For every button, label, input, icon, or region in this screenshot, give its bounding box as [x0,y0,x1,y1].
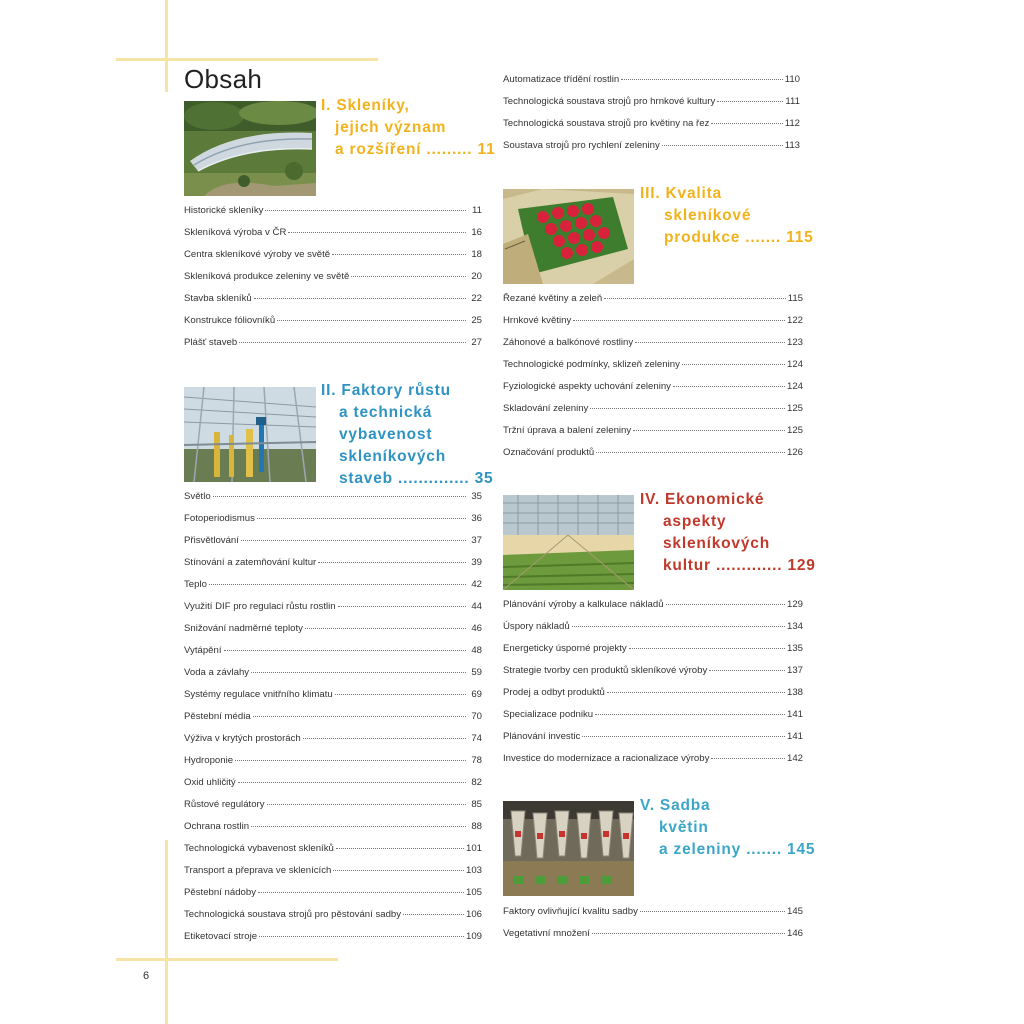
toc-entry[interactable] [503,359,803,381]
toc-entry-page: 22 [471,293,482,304]
toc-entry[interactable] [184,227,482,249]
chapter-5-heading [640,795,815,861]
toc-entry-title: Prodej a odbyt produktů [503,687,605,698]
leader-dots [239,342,466,343]
leader-dots [590,408,785,409]
chapter-5-toc [503,906,803,950]
leader-dots [332,254,466,255]
leader-dots [265,210,466,211]
toc-entry[interactable] [503,140,800,162]
toc-entry-title: Úspory nákladů [503,621,570,632]
toc-entry-page: 46 [471,623,482,634]
toc-entry-title: Automatizace třídění rostlin [503,74,620,85]
leader-dots [666,604,785,605]
toc-entry[interactable] [184,931,482,953]
leader-dots [259,936,464,937]
toc-entry[interactable] [503,731,803,753]
leader-dots [633,430,785,431]
chapter-3-line-2: skleníkové [664,207,752,224]
chapter-2-line-3: vybavenost [339,426,433,443]
chapter-2-line-4: skleníkových [339,448,446,465]
toc-entry-page: 141 [786,731,803,742]
chapter-4-heading [640,489,816,577]
leader-dots [267,804,466,805]
toc-entry-page: 11 [472,205,482,216]
toc-entry[interactable] [503,687,803,709]
leader-dots [318,562,466,563]
toc-entry-title: Stavba skleníků [184,293,252,304]
toc-entry[interactable] [184,777,482,799]
toc-entry[interactable] [184,865,482,887]
leader-dots [257,518,466,519]
toc-entry-page: 112 [784,118,800,129]
toc-entry[interactable] [184,337,482,359]
toc-entry[interactable] [184,249,482,271]
toc-entry-title: Plášť staveb [184,337,238,348]
chapter-4-toc [503,599,803,775]
toc-entry-page: 85 [471,799,482,810]
toc-entry-page: 44 [471,601,482,612]
toc-entry-title: Záhonové a balkónové rostliny [503,337,634,348]
leader-dots [251,826,466,827]
toc-entry-page: 135 [786,643,803,654]
leader-dots [573,320,785,321]
toc-entry-title: Voda a závlahy [184,667,250,678]
leader-dots [224,650,466,651]
toc-entry[interactable] [184,513,482,535]
toc-entry-title: Transport a přeprava ve sklenících [184,865,332,876]
toc-entry[interactable] [503,447,803,469]
leader-dots [335,694,466,695]
leader-dots [717,101,783,102]
toc-entry-page: 39 [471,557,482,568]
toc-entry[interactable] [184,799,482,821]
toc-entry-page: 70 [471,711,482,722]
chapter-4-line-3: skleníkových [663,535,770,552]
toc-entry[interactable] [503,621,803,643]
toc-entry[interactable] [184,887,482,909]
toc-entry-title: Historické skleníky [184,205,264,216]
toc-entry-page: 82 [471,777,482,788]
toc-entry[interactable] [503,643,803,665]
leader-dots [338,606,466,607]
toc-entry-title: Skladování zeleniny [503,403,589,414]
toc-entry-page: 125 [786,425,803,436]
toc-entry[interactable] [184,557,482,579]
toc-entry[interactable] [503,599,803,621]
toc-entry[interactable] [503,96,800,118]
chapter-4-line-2: aspekty [663,513,727,530]
page-title: Obsah [184,64,263,94]
toc-entry-title: Plánování výroby a kalkulace nákladů [503,599,664,610]
toc-entry-page: 74 [471,733,482,744]
chapter-2-heading [321,380,493,490]
leader-dots [711,758,785,759]
toc-entry-title: Skleníková výroba v ČR [184,227,287,238]
toc-entry-title: Fyziologické aspekty uchování zeleniny [503,381,671,392]
toc-entry[interactable] [184,821,482,843]
toc-entry-title: Skleníková produkce zeleniny ve světě [184,271,350,282]
chapter-5-line-3: a zeleniny ....... 145 [659,841,816,858]
chapter-2-line-1: II. Faktory růstu [321,382,451,399]
leader-dots [592,933,785,934]
toc-entry[interactable] [184,733,482,755]
leader-dots [305,628,466,629]
seeding-machine-photo [503,801,634,896]
guide-line-horizontal-top [116,58,378,61]
toc-entry-page: 101 [465,843,482,854]
toc-entry[interactable] [184,293,482,315]
leader-dots [640,911,785,912]
toc-entry-title: Hrnkové květiny [503,315,572,326]
toc-entry-page: 145 [786,906,803,917]
leader-dots [595,714,785,715]
toc-entry-title: Faktory ovlivňující kvalitu sadby [503,906,638,917]
toc-entry[interactable] [503,74,800,96]
toc-entry-page: 48 [471,645,482,656]
leader-dots [235,760,466,761]
greenhouse-interior-photo [184,387,316,482]
toc-entry-page: 142 [786,753,803,764]
toc-entry-title: Oxid uhličitý [184,777,236,788]
toc-entry-page: 18 [471,249,482,260]
leader-dots [582,736,785,737]
toc-entry-page: 109 [465,931,482,942]
leader-dots [303,738,466,739]
toc-entry-title: Snižování nadměrné teploty [184,623,303,634]
leader-dots [209,584,466,585]
greenhouse-aerial-photo [184,101,316,196]
toc-entry[interactable] [184,689,482,711]
toc-entry[interactable] [503,118,800,140]
guide-line-vertical [165,0,168,92]
toc-entry-title: Plánování investic [503,731,581,742]
leader-dots [629,648,785,649]
chapter-1-toc [184,205,482,359]
toc-entry-title: Technologické podmínky, sklizeň zeleniny [503,359,680,370]
toc-entry-page: 124 [786,381,803,392]
toc-entry-page: 88 [471,821,482,832]
toc-entry-page: 110 [784,74,800,85]
toc-entry-page: 122 [786,315,803,326]
chapter-3-line-1: III. Kvalita [640,185,722,202]
radishes-crate-photo [503,189,634,284]
toc-entry[interactable] [184,491,482,513]
toc-entry-page: 59 [471,667,482,678]
toc-entry-page: 126 [786,447,803,458]
guide-line-horizontal-bottom [116,958,338,961]
toc-entry[interactable] [184,623,482,645]
guide-line-vertical-bottom [165,840,168,1024]
toc-entry-title: Světlo [184,491,211,502]
leader-dots [213,496,466,497]
toc-entry-page: 111 [785,96,800,107]
toc-entry[interactable] [503,709,803,731]
toc-entry[interactable] [184,579,482,601]
chapter-4-line-1: IV. Ekonomické [640,491,765,508]
leader-dots [258,892,464,893]
toc-entry-title: Technologická soustava strojů pro květiny na řez [503,118,710,129]
toc-entry-title: Stínování a zatemňování kultur [184,557,317,568]
chapter-1-line-2: jejich význam [335,119,447,136]
toc-entry-title: Hydroponie [184,755,234,766]
toc-entry-page: 20 [471,271,482,282]
toc-entry[interactable] [184,315,482,337]
toc-entry-title: Investice do modernizace a racionalizace výroby [503,753,710,764]
leader-dots [604,298,786,299]
leader-dots [288,232,466,233]
page-number: 6 [143,970,150,982]
toc-entry-page: 69 [471,689,482,700]
leader-dots [277,320,466,321]
toc-entry-title: Energeticky úsporné projekty [503,643,627,654]
toc-entry-title: Růstové regulátory [184,799,265,810]
toc-entry-title: Centra skleníkové výroby ve světě [184,249,331,260]
leader-dots [572,626,785,627]
toc-entry-title: Řezané květiny a zeleň [503,293,603,304]
toc-entry[interactable] [503,665,803,687]
toc-entry-title: Vegetativní množení [503,928,590,939]
leader-dots [333,870,464,871]
toc-entry-page: 137 [786,665,803,676]
toc-entry-title: Přisvětlování [184,535,239,546]
toc-entry-title: Technologická soustava strojů pro pěstování sadby [184,909,402,920]
toc-entry[interactable] [184,909,482,931]
toc-entry[interactable] [184,711,482,733]
leader-dots [254,298,466,299]
leader-dots [336,848,464,849]
leader-dots [253,716,466,717]
toc-entry-page: 37 [471,535,482,546]
toc-entry[interactable] [503,425,803,447]
toc-entry-page: 141 [786,709,803,720]
toc-entry-page: 138 [786,687,803,698]
leader-dots [682,364,785,365]
toc-entry[interactable] [184,645,482,667]
leader-dots [607,692,785,693]
leader-dots [596,452,785,453]
toc-entry-page: 115 [787,293,803,304]
leader-dots [351,276,466,277]
leader-dots [711,123,782,124]
chapter-2-line-5: staveb .............. 35 [339,470,494,487]
toc-entry-title: Technologická vybavenost skleníků [184,843,334,854]
toc-entry-title: Ochrana rostlin [184,821,250,832]
leader-dots [673,386,785,387]
toc-entry-page: 113 [784,140,800,151]
toc-entry[interactable] [184,755,482,777]
leader-dots [241,540,466,541]
toc-entry-page: 103 [465,865,482,876]
toc-entry-title: Etiketovací stroje [184,931,258,942]
toc-entry[interactable] [184,271,482,293]
toc-entry[interactable] [503,337,803,359]
toc-entry-page: 27 [471,337,482,348]
toc-entry-page: 35 [471,491,482,502]
toc-entry-title: Vytápění [184,645,222,656]
chapter-3-heading [640,183,814,249]
toc-entry[interactable] [184,601,482,623]
toc-entry[interactable] [503,753,803,775]
leader-dots [251,672,466,673]
toc-entry-title: Tržní úprava a balení zeleniny [503,425,632,436]
toc-entry-page: 124 [786,359,803,370]
toc-entry[interactable] [184,843,482,865]
toc-entry-title: Pěstební média [184,711,251,722]
toc-entry-title: Strategie tvorby cen produktů skleníkové výroby [503,665,708,676]
toc-entry-page: 125 [786,403,803,414]
toc-entry-page: 78 [471,755,482,766]
toc-entry-title: Soustava strojů pro rychlení zeleniny [503,140,660,151]
toc-entry[interactable] [503,403,803,425]
toc-entry-title: Technologická soustava strojů pro hrnkové kultury [503,96,716,107]
leader-dots [662,145,783,146]
toc-entry-page: 134 [786,621,803,632]
chapter-5-line-2: květin [659,819,709,836]
toc-entry-title: Specializace podniku [503,709,594,720]
greenhouse-rows-photo [503,495,634,590]
chapter-2-toc [184,491,482,953]
chapter-1-line-3: a rozšíření ......... 11 [335,141,496,158]
toc-entry-title: Výživa v krytých prostorách [184,733,301,744]
toc-entry-page: 123 [786,337,803,348]
toc-entry-page: 25 [471,315,482,326]
leader-dots [709,670,785,671]
toc-entry-page: 146 [786,928,803,939]
toc-entry-title: Systémy regulace vnitřního klimatu [184,689,333,700]
toc-entry-title: Označování produktů [503,447,595,458]
toc-entry-page: 42 [471,579,482,590]
toc-entry[interactable] [184,535,482,557]
toc-entry[interactable] [503,928,803,950]
chapter-2-line-2: a technická [339,404,433,421]
toc-entry-page: 106 [465,909,482,920]
toc-entry[interactable] [503,906,803,928]
toc-entry-title: Teplo [184,579,207,590]
chapter-4-line-4: kultur ............. 129 [663,557,816,574]
chapter-3-line-3: produkce ....... 115 [664,229,814,246]
toc-entry[interactable] [184,205,482,227]
chapter-1-line-1: I. Skleníky, [321,97,410,114]
leader-dots [635,342,785,343]
toc-entry-title: Fotoperiodismus [184,513,255,524]
toc-entry-page: 105 [465,887,482,898]
toc-entry[interactable] [184,667,482,689]
toc-entry-page: 16 [471,227,482,238]
toc-entry-page: 129 [786,599,803,610]
chapter-5-line-1: V. Sadba [640,797,711,814]
toc-entry[interactable] [503,381,803,403]
toc-entry-page: 36 [471,513,482,524]
chapter-2-toc-continued [503,74,800,162]
chapter-3-toc [503,293,803,469]
toc-entry-title: Využití DIF pro regulaci růstu rostlin [184,601,336,612]
toc-entry-title: Pěstební nádoby [184,887,257,898]
toc-entry[interactable] [503,315,803,337]
leader-dots [238,782,466,783]
leader-dots [403,914,464,915]
toc-entry-title: Konstrukce fóliovníků [184,315,276,326]
toc-entry[interactable] [503,293,803,315]
chapter-1-heading [321,95,496,161]
leader-dots [621,79,782,80]
